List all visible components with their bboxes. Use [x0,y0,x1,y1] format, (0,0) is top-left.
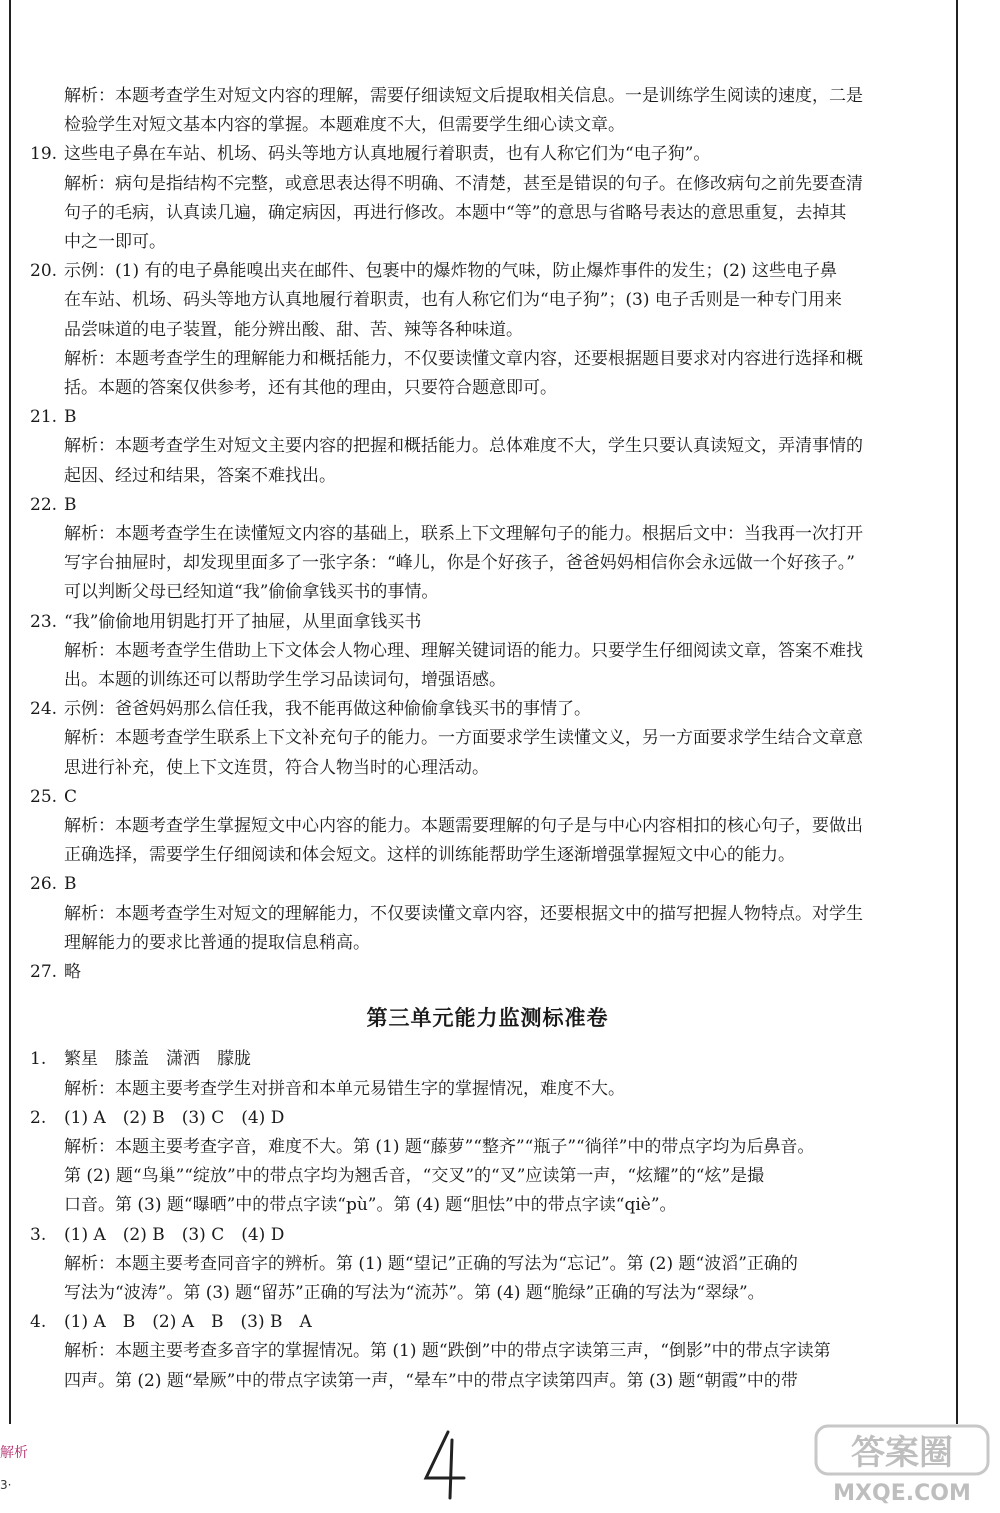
explanation-line: 解析：本题考查学生对短文主要内容的把握和概括能力。总体难度不大，学生只要认真读短文，弄清事情的 [64,436,863,457]
item-number: 3. [30,1224,47,1245]
item-text: 略 [64,962,81,983]
item-number: 20. [30,261,58,282]
explanation-line: 中之一即可。 [64,232,166,253]
answer-item [30,1221,945,1250]
explanation-line: 解析：本题考查学生联系上下文补充句子的能力。一方面要求学生读懂文义，另一方面要求学生结合文章意 [64,728,863,749]
explanation-line: 口音。第 (3) 题“曝晒”中的带点字读“pù”。第 (4) 题“胆怯”中的带点字读“qiè”。 [64,1195,677,1216]
explanation-line: 第 (2) 题“鸟巢”“绽放”中的带点字均为翘舌音，“交叉”的“叉”应读第一声，“炫耀”的“炫”是撮 [64,1166,765,1187]
item-text: (1) A (2) B (3) C (4) D [64,1107,285,1128]
document-body [30,82,945,1396]
explanation-line: 解析：本题考查学生在读懂短文内容的基础上，联系上下文理解句子的能力。根据后文中：当我再一次打开 [64,524,863,545]
explanation-line: 可以判断父母已经知道“我”偷偷拿钱买书的事情。 [64,582,439,603]
explanation-line: 四声。第 (2) 题“晕厥”中的带点字读第一声，“晕车”中的带点字读第四声。第 (3) 题“朝霞”中的带 [64,1370,798,1391]
explanation-line: 解析：本题考查学生借助上下文体会人物心理、理解关键词语的能力。只要学生仔细阅读文章，答案不难找 [64,640,863,661]
explanation-line: 解析：本题考查学生对短文内容的理解，需要仔细读短文后提取相关信息。一是训练学生阅读的速度，二是 [64,86,863,106]
answer-item [30,140,945,169]
item-number: 2. [30,1107,47,1128]
explanation-line: 解析：本题考查学生的理解能力和概括能力，不仅要读懂文章内容，还要根据题目要求对内容进行选择和概 [64,348,863,369]
item-number: 1. [30,1049,47,1070]
explanation-line: 出。本题的训练还可以帮助学生学习品读词句，增强语感。 [64,670,506,691]
item-text: B [64,874,77,895]
watermark-top-text: 答案圈 [851,1433,953,1473]
item-number: 23. [30,611,58,632]
answer-item [30,1045,945,1074]
footer-label: 解析 [0,1445,28,1461]
item-text: C [64,786,78,807]
watermark-bottom-text: MXQE.COM [833,1481,971,1506]
item-number: 22. [30,494,58,515]
explanation-line: 检验学生对短文基本内容的掌握。本题难度不大，但需要学生细心读文章。 [64,115,625,136]
item-text: B [64,407,77,428]
explanation-line: 解析：本题主要考查字音，难度不大。第 (1) 题“藤萝”“整齐”“瓶子”“徜徉”中的带点字均为后鼻音。 [64,1136,815,1157]
item-number: 4. [30,1312,47,1333]
item-text: 示例：(1) 有的电子鼻能嗅出夹在邮件、包裹中的爆炸物的气味，防止爆炸事件的发生；(2) 这些电子鼻 [64,261,837,282]
explanation-line: 解析：本题考查学生掌握短文中心内容的能力。本题需要理解的句子是与中心内容相扣的核心句子，要做出 [64,816,863,837]
explanation-line: 思进行补充，使上下文连贯，符合人物当时的心理活动。 [64,757,489,778]
answer-item [30,695,945,724]
answer-item [30,783,945,812]
item-number: 21. [30,407,58,428]
item-text: B [64,494,77,515]
item-number: 26. [30,874,58,895]
explanation-line: 括。本题的答案仅供参考，还有其他的理由，只要符合题意即可。 [64,378,557,399]
answer-item [30,491,945,520]
item-text: 这些电子鼻在车站、机场、码头等地方认真地履行着职责，也有人称它们为“电子狗”。 [64,144,711,165]
answer-item [30,403,945,432]
item-text: “我”偷偷地用钥匙打开了抽屉，从里面拿钱买书 [64,611,422,632]
explanation-line: 解析：本题主要考查同音字的辨析。第 (1) 题“望记”正确的写法为“忘记”。第 (2) 题“波滔”正确的 [64,1253,798,1274]
answer-item [30,958,945,987]
answer-item [30,1308,945,1337]
answer-item [30,870,945,899]
explanation-line: 理解能力的要求比普通的提取信息稍高。 [64,932,370,953]
item-text: 繁星 膝盖 潇洒 朦胧 [64,1049,251,1070]
section-heading: 第三单元能力监测标准卷 [366,1005,609,1031]
item-text: (1) A (2) B (3) C (4) D [64,1224,285,1245]
item-text: 示例：爸爸妈妈那么信任我，我不能再做这种偷偷拿钱买书的事情了。 [64,699,591,720]
explanation-line: 在车站、机场、码头等地方认真地履行着职责，也有人称它们为“电子狗”；(3) 电子舌则是一种专门用来 [64,290,842,311]
handwritten-page-number [414,1426,474,1506]
explanation-line: 正确选择，需要学生仔细阅读和体会短文。这样的训练能帮助学生逐渐增强掌握短文中心的能力。 [64,845,795,866]
explanation-line: 句子的毛病，认真读几遍，确定病因，再进行修改。本题中“等”的意思与省略号表达的意思重复，去掉其 [64,202,847,223]
item-number: 19. [30,144,58,165]
explanation-line: 解析：本题主要考查学生对拼音和本单元易错生字的掌握情况，难度不大。 [64,1078,625,1099]
explanation-line: 写法为“波涛”。第 (3) 题“留苏”正确的写法为“流苏”。第 (4) 题“脆绿”正确的写法为“翠绿”。 [64,1282,765,1303]
answer-item [30,608,945,637]
handwritten-number-text: 4 [414,1426,415,1427]
answer-item [30,1104,945,1133]
explanation-line: 起因、经过和结果，答案不难找出。 [64,465,336,486]
item-number: 27. [30,962,58,983]
item-number: 25. [30,786,58,807]
explanation-line: 写字台抽屉时，却发现里面多了一张字条：“峰儿，你是个好孩子，爸爸妈妈相信你会永远做一个好孩子。” [64,553,855,574]
explanation-line: 解析：本题考查学生对短文的理解能力，不仅要读懂文章内容，还要根据文中的描写把握人物特点。对学生 [64,903,863,924]
explanation-line: 解析：病句是指结构不完整，或意思表达得不明确、不清楚，甚至是错误的句子。在修改病句之前先要查清 [64,173,863,194]
watermark-logo [812,1420,992,1508]
explanation-line: 解析：本题主要考查多音字的掌握情况。第 (1) 题“跌倒”中的带点字读第三声，“倒影”中的带点字读第 [64,1341,831,1362]
answer-item [30,257,945,286]
explanation-line: 品尝味道的电子装置，能分辨出酸、甜、苦、辣等各种味道。 [64,319,523,340]
item-text: (1) A B (2) A B (3) B A [64,1312,312,1333]
item-number: 24. [30,699,58,720]
footer-page-mark: 3· [0,1478,12,1492]
